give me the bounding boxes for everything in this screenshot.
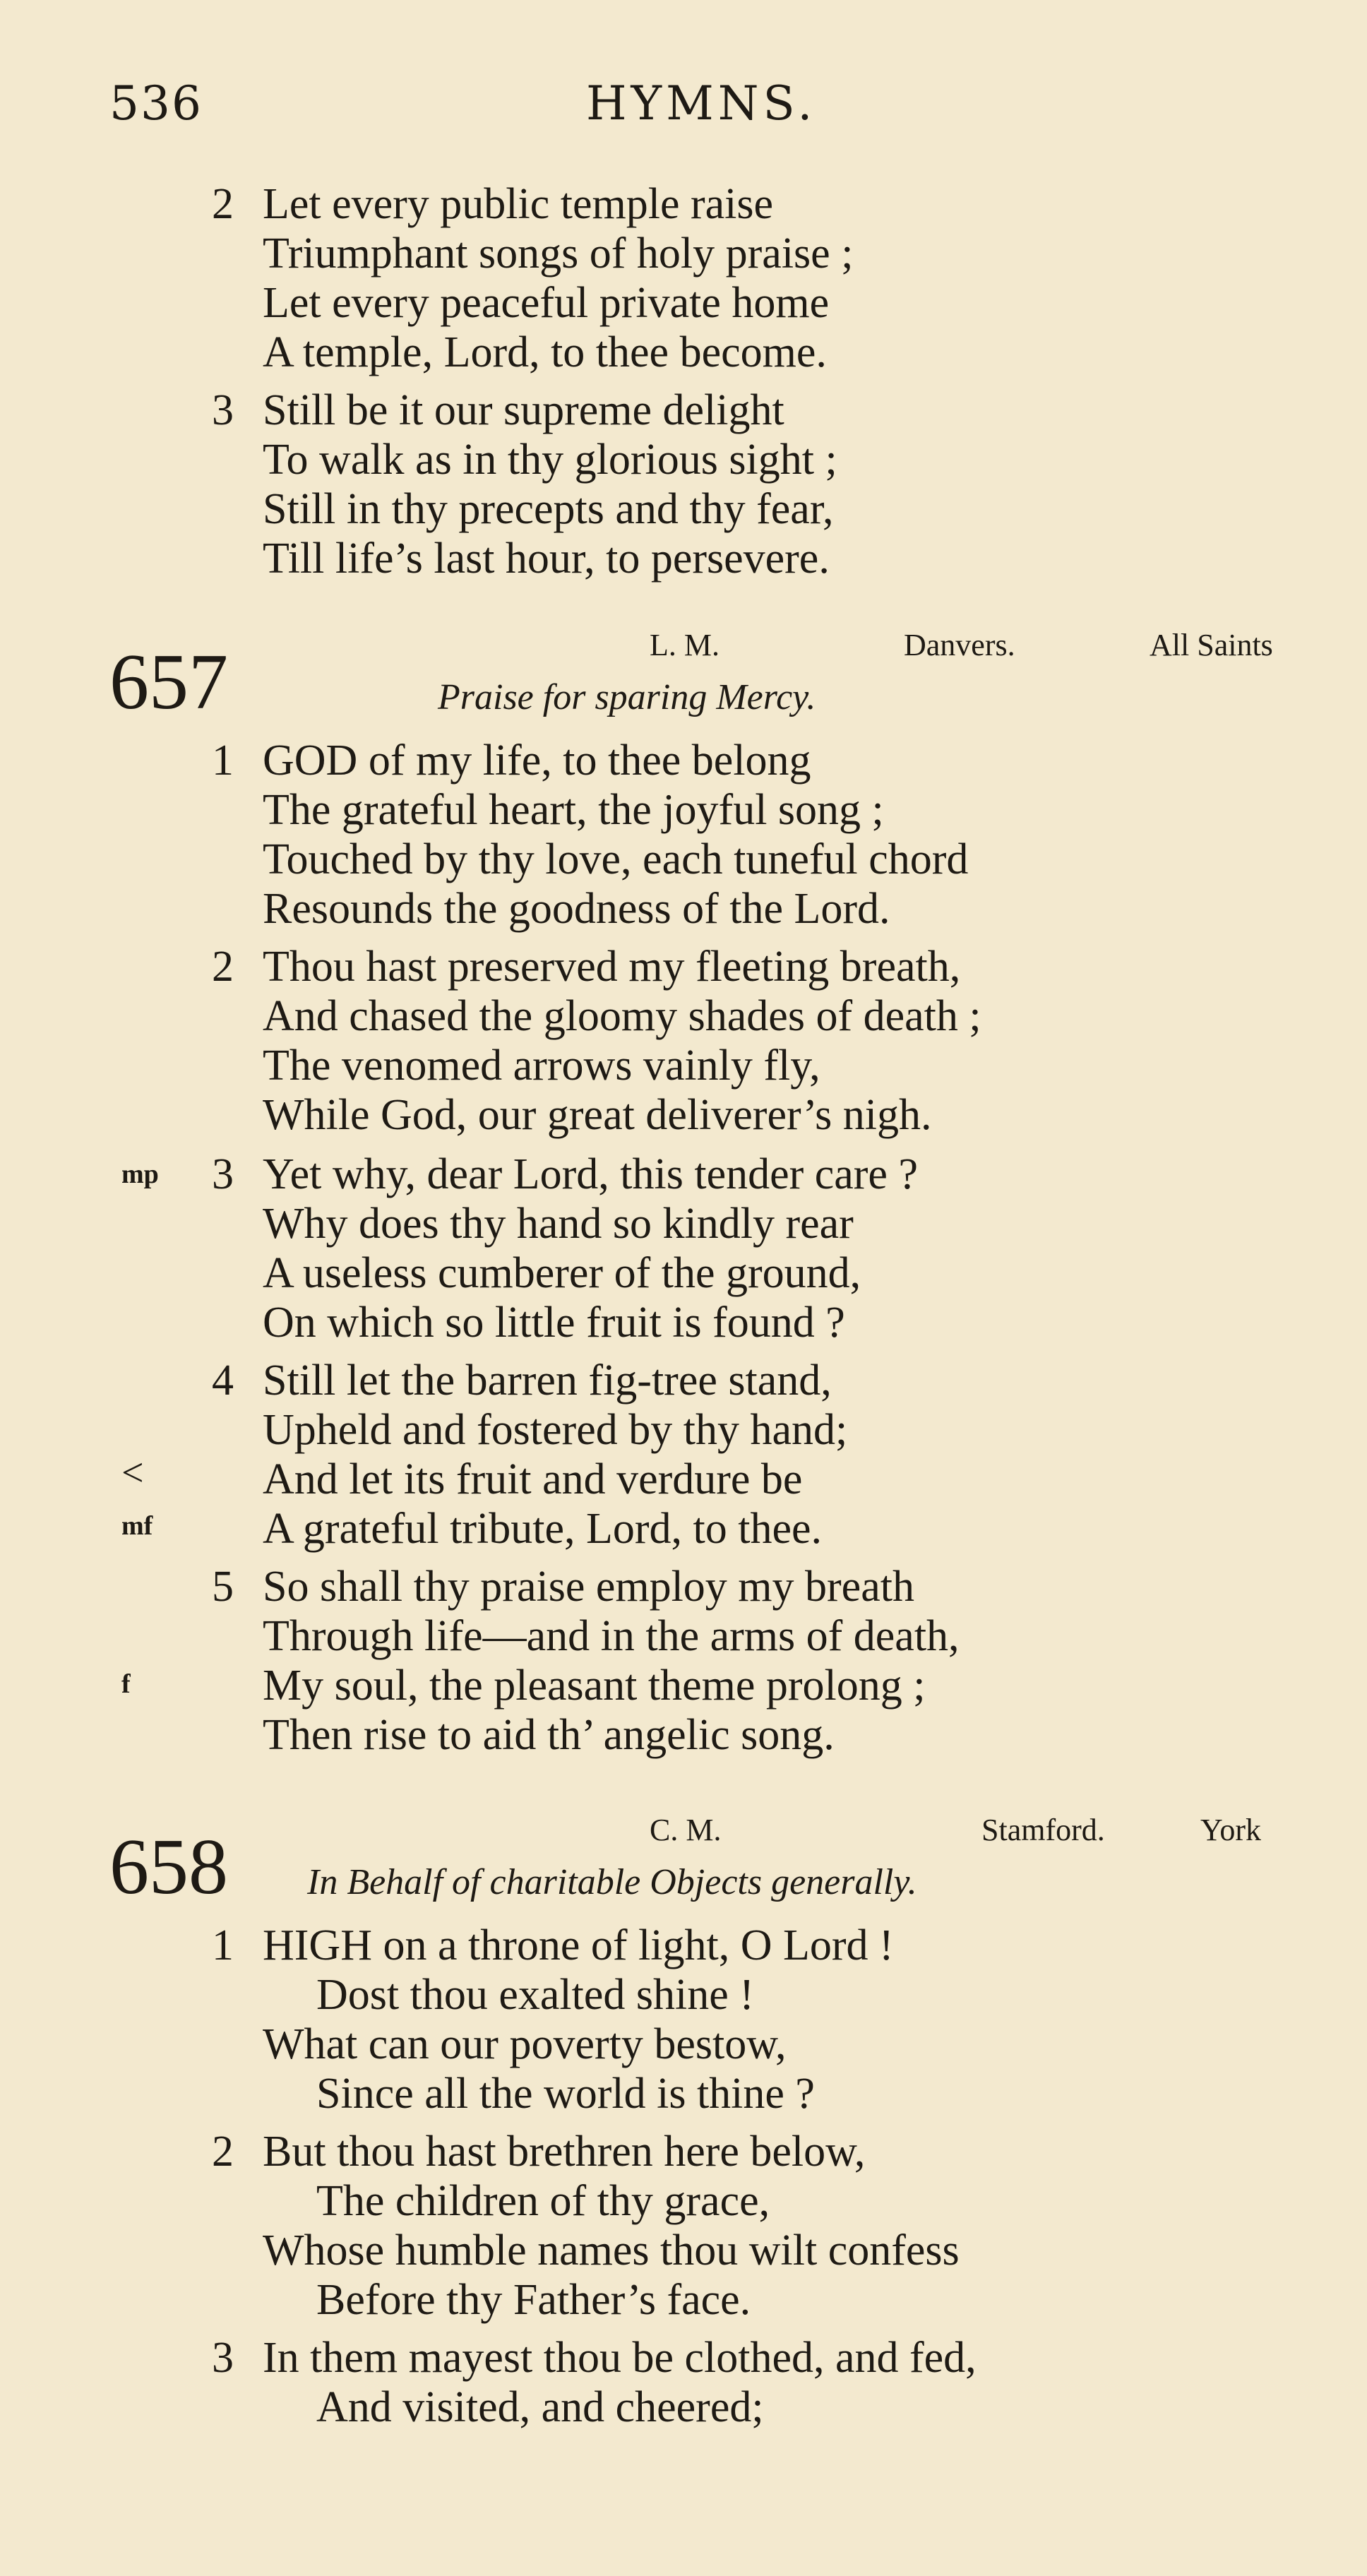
hymn-line: Still in thy precepts and thy fear, (263, 485, 834, 533)
page-number: 536 (109, 76, 203, 131)
hymn-line: Triumphant songs of holy praise ; (263, 229, 854, 278)
dynamic-marking: f (121, 1669, 131, 1699)
hymn-line: GOD of my life, to thee belong (263, 737, 811, 785)
verse-number: 2 (212, 943, 234, 991)
hymn-line: Whose humble names thou wilt confess (263, 2226, 960, 2274)
hymn-line: Yet why, dear Lord, this tender care ? (263, 1150, 918, 1198)
hymn-number: 658 (109, 1823, 228, 1911)
hymn-line: Till life’s last hour, to persevere. (263, 535, 830, 583)
verse-number: 2 (212, 180, 234, 228)
hymn-line: Dost thou exalted shine ! (316, 1971, 754, 2019)
dynamic-marking: mp (121, 1159, 159, 1189)
verse-number: 5 (212, 1563, 234, 1611)
hymn-line: Resounds the goodness of the Lord. (263, 885, 890, 933)
hymn-line: Through life—and in the arms of death, (263, 1612, 960, 1660)
verse-number: 1 (212, 1921, 234, 1969)
verse-number: 3 (212, 2334, 234, 2382)
hymn-line: The grateful heart, the joyful song ; (263, 786, 884, 834)
hymn-line: But thou hast brethren here below, (263, 2128, 866, 2176)
hymn-meter: C. M. (650, 1813, 722, 1847)
hymn-line: Why does thy hand so kindly rear (263, 1200, 854, 1248)
hymn-line: Touched by thy love, each tuneful chord (263, 835, 969, 883)
hymn-line: Before thy Father’s face. (316, 2276, 751, 2324)
hymn-line: Let every public temple raise (263, 180, 774, 228)
hymn-line: To walk as in thy glorious sight ; (263, 436, 837, 484)
hymn-line: Upheld and fostered by thy hand; (263, 1406, 848, 1454)
hymn-line: And let its fruit and verdure be (263, 1455, 803, 1503)
verse-number: 1 (212, 737, 234, 785)
tune-name: Danvers. (904, 628, 1015, 662)
hymn-line: While God, our great deliverer’s nigh. (263, 1091, 932, 1139)
hymn-line: On which so little fruit is found ? (263, 1299, 845, 1347)
hymn-line: Still let the barren fig-tree stand, (263, 1356, 832, 1405)
hymn-line: What can our poverty bestow, (263, 2020, 787, 2068)
verse-number: 4 (212, 1356, 234, 1405)
verse-number: 3 (212, 1150, 234, 1198)
dynamic-marking: mf (121, 1511, 153, 1541)
hymn-line: Then rise to aid th’ angelic song. (263, 1711, 835, 1759)
page-header (0, 76, 1367, 140)
hymn-title: In Behalf of charitable Objects generally. (307, 1862, 917, 1902)
hymn-line: Thou hast preserved my fleeting breath, (263, 943, 961, 991)
hymn-line: HIGH on a throne of light, O Lord ! (263, 1921, 894, 1969)
hymn-line: A useless cumberer of the ground, (263, 1249, 861, 1297)
tune-name: Stamford. (981, 1813, 1105, 1847)
verse-number: 2 (212, 2128, 234, 2176)
tune-name: York (1200, 1813, 1262, 1847)
hymn-line: A temple, Lord, to thee become. (263, 328, 827, 376)
hymn-line: Let every peaceful private home (263, 279, 830, 327)
hymn-title: Praise for sparing Mercy. (438, 677, 816, 717)
hymn-line: My soul, the pleasant theme prolong ; (263, 1662, 926, 1710)
hymn-line: So shall thy praise employ my breath (263, 1563, 914, 1611)
hymn-line: Still be it our supreme delight (263, 386, 784, 434)
hymn-line: The venomed arrows vainly fly, (263, 1042, 820, 1090)
running-title: HYMNS. (586, 76, 817, 131)
hymn-line: And chased the gloomy shades of death ; (263, 992, 981, 1040)
crescendo-marking: < (121, 1451, 144, 1495)
hymn-line: In them mayest thou be clothed, and fed, (263, 2334, 977, 2382)
hymn-number: 657 (109, 638, 228, 726)
tune-name: All Saints (1150, 628, 1273, 662)
verse-number: 3 (212, 386, 234, 434)
hymn-line: And visited, and cheered; (316, 2383, 764, 2431)
hymn-line: A grateful tribute, Lord, to thee. (263, 1505, 822, 1553)
hymn-line: The children of thy grace, (316, 2177, 770, 2225)
hymn-line: Since all the world is thine ? (316, 2070, 815, 2118)
hymn-meter: L. M. (650, 628, 720, 662)
